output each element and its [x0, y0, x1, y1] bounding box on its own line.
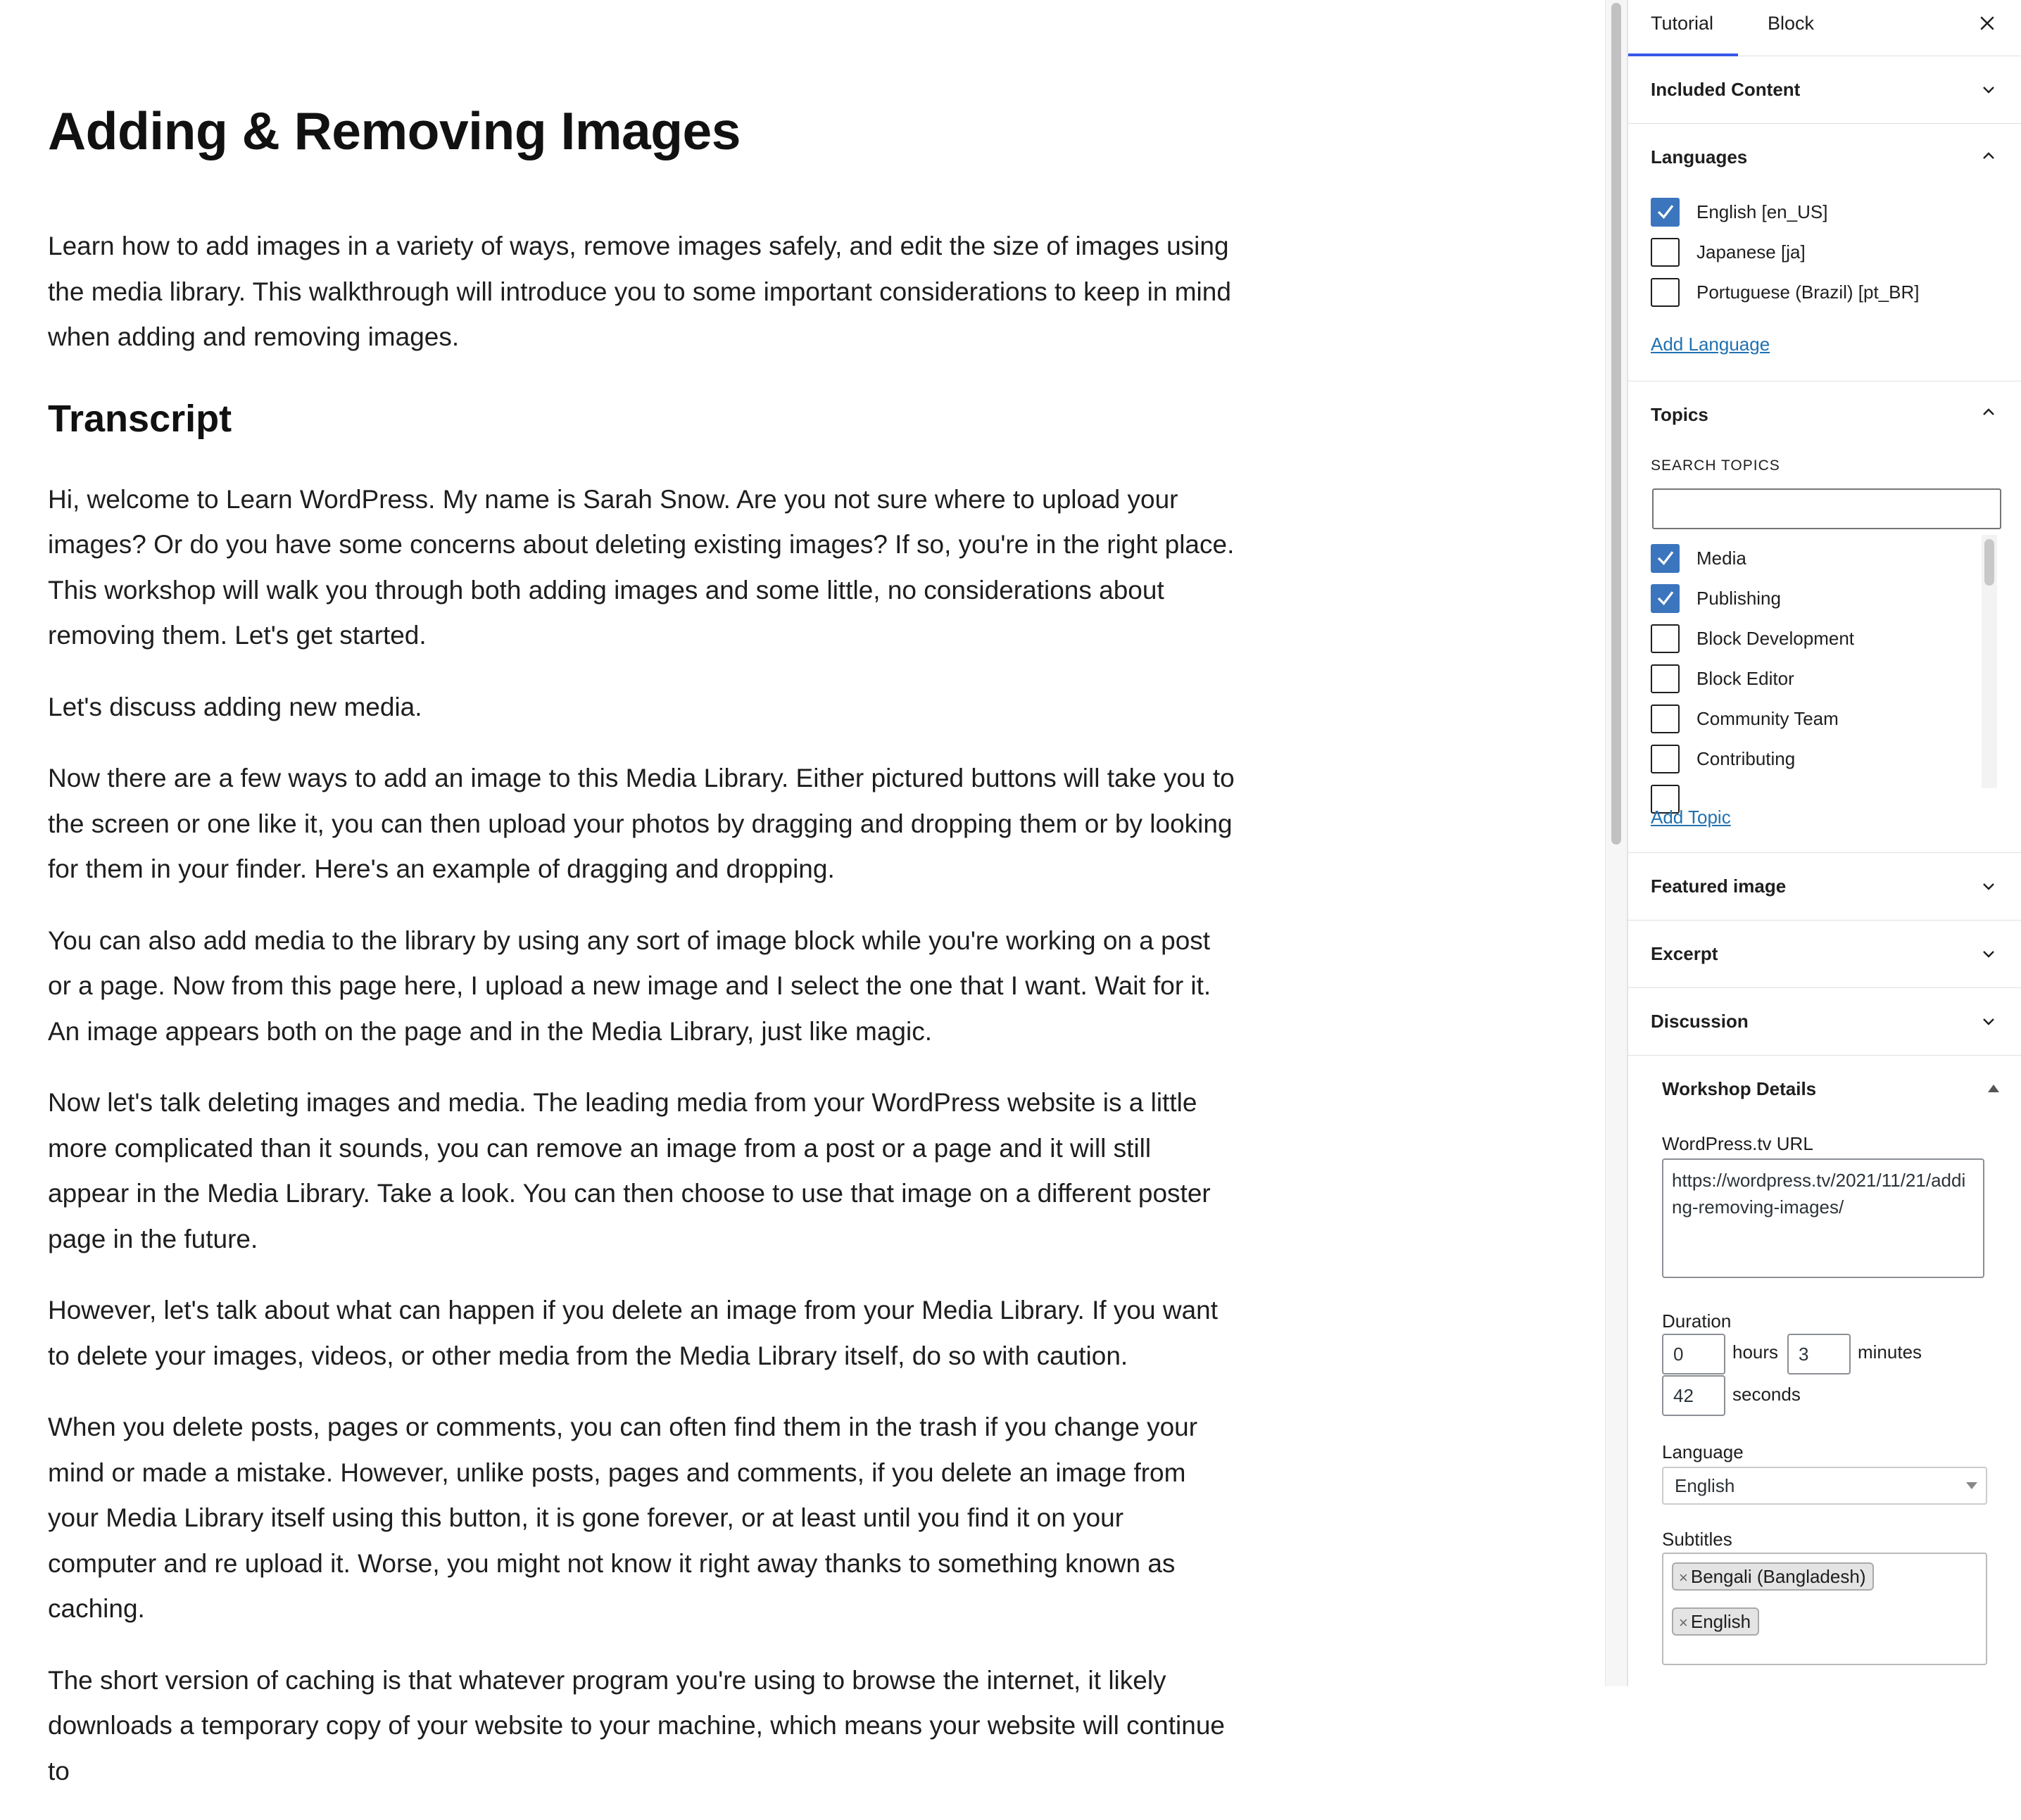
seconds-unit: seconds	[1732, 1384, 1801, 1405]
workshop-details-title[interactable]: Workshop Details	[1662, 1078, 1817, 1099]
topic-option[interactable]	[1651, 664, 1794, 693]
checkbox-label: Block Development	[1696, 627, 1854, 649]
paragraph-block[interactable]: You can also add media to the library by using any sort of image block while you're working on a post or a page. Now from this page here, I upload a new image and I select the one that I want. Wait for it. An image appears both on the page and in the Media Library, just like magic.	[48, 925, 1211, 1046]
checkbox[interactable]	[1651, 544, 1680, 573]
chip-label: English	[1690, 1611, 1751, 1632]
panel-excerpt[interactable]	[1628, 921, 2021, 988]
check-icon	[1655, 201, 1676, 222]
duration-seconds-input[interactable]	[1662, 1375, 1725, 1416]
panel-title: Discussion	[1651, 1011, 1749, 1032]
checkbox-label: English [en_US]	[1696, 201, 1828, 222]
checkbox[interactable]	[1651, 278, 1680, 307]
paragraph-block[interactable]: Now let's talk deleting images and media. The leading media from your WordPress website is a little more complicated than it sounds, you can remove an image from a post or a page and it will still appear in the Media Library. Take a look. You can then choose to use that image on a different poster page in the future.	[48, 1088, 1211, 1253]
topics-scrollbar-thumb[interactable]	[1984, 539, 1994, 586]
caret-down-icon	[1966, 1482, 1977, 1489]
panel-title[interactable]: Topics	[1651, 404, 1708, 425]
triangle-up-icon[interactable]	[1987, 1082, 2001, 1094]
subtitle-chip	[1672, 1562, 1874, 1591]
panel-title: Included Content	[1651, 79, 1801, 100]
topic-option[interactable]	[1651, 583, 1781, 613]
checkbox-label: Community Team	[1696, 707, 1839, 729]
paragraph-block[interactable]: When you delete posts, pages or comments, you can often find them in the trash if you change your mind or made a mistake. However, unlike posts, pages and comments, if you delete an image from your Media Library itself using this button, it is gone forever, or at least until you find it on your computer and re upload it. Worse, you might not know it right away thanks to something known as caching.	[48, 1413, 1198, 1623]
panel-discussion[interactable]	[1628, 988, 2021, 1056]
checkbox[interactable]	[1651, 664, 1680, 693]
tab-block[interactable]: Block	[1768, 13, 1815, 34]
language-label: Language	[1662, 1441, 1744, 1462]
duration-hours-input[interactable]	[1662, 1334, 1725, 1375]
panel-title[interactable]: Languages	[1651, 146, 1748, 168]
checkbox-label: Media	[1696, 547, 1746, 569]
add-language-link[interactable]: Add Language	[1651, 334, 1770, 355]
topics-list	[1628, 535, 2021, 788]
subtitles-multiselect[interactable]	[1662, 1553, 1987, 1665]
checkbox[interactable]	[1651, 198, 1680, 227]
panel-languages	[1628, 124, 2021, 381]
editor-scrollbar[interactable]	[1605, 0, 1627, 1686]
subtitle-chip	[1672, 1607, 1759, 1636]
wordpress-tv-url-field[interactable]	[1662, 1158, 1984, 1278]
check-icon	[1655, 548, 1676, 569]
language-select-value: English	[1675, 1475, 1735, 1496]
chevron-up-icon[interactable]	[1980, 148, 1997, 165]
topic-option[interactable]	[1651, 744, 1795, 773]
language-option[interactable]	[1651, 237, 1806, 267]
checkbox[interactable]	[1651, 238, 1680, 267]
post-content	[48, 99, 1238, 1820]
panel-title: Featured image	[1651, 876, 1787, 897]
search-topics-label: SEARCH TOPICS	[1651, 457, 1780, 474]
panel-featured-image[interactable]	[1628, 853, 2021, 921]
checkbox[interactable]	[1651, 704, 1680, 733]
checkbox-label: Block Editor	[1696, 667, 1794, 689]
checkbox-label: Publishing	[1696, 587, 1781, 609]
checkbox[interactable]	[1651, 624, 1680, 653]
search-topics-input[interactable]	[1652, 488, 2001, 529]
remove-chip-icon[interactable]: ×	[1679, 1569, 1688, 1586]
topic-option[interactable]	[1651, 704, 1839, 733]
paragraph-block[interactable]: Let's discuss adding new media.	[48, 692, 422, 721]
chevron-down-icon	[1980, 82, 1997, 99]
topic-option[interactable]	[1651, 624, 1854, 653]
minutes-unit: minutes	[1858, 1341, 1922, 1363]
sidebar-tabs	[1628, 0, 2020, 56]
check-icon	[1655, 588, 1676, 609]
settings-sidebar	[1627, 0, 2020, 1686]
checkbox-label: Japanese [ja]	[1696, 241, 1806, 263]
chevron-up-icon[interactable]	[1980, 404, 1997, 421]
subtitles-label: Subtitles	[1662, 1529, 1732, 1550]
checkbox[interactable]	[1651, 584, 1680, 613]
paragraph-block[interactable]: Hi, welcome to Learn WordPress. My name is Sarah Snow. Are you not sure where to upload your images? Or do you have some concerns about deleting existing images? If so, you're in the right place. This workshop will walk you through both adding images and some little, no considerations about removing them. Let's get started.	[48, 484, 1235, 650]
close-icon[interactable]	[1977, 13, 1998, 34]
language-option[interactable]	[1651, 277, 1919, 307]
topic-option[interactable]	[1651, 543, 1746, 573]
paragraph-block[interactable]: Learn how to add images in a variety of ways, remove images safely, and edit the size of images using the media library. This walkthrough will introduce you to some important considerations to keep in mind when adding and removing images.	[48, 232, 1231, 351]
wordpress-tv-url-label: WordPress.tv URL	[1662, 1133, 1813, 1154]
tab-tutorial[interactable]: Tutorial	[1628, 0, 1738, 56]
checkbox-label: Portuguese (Brazil) [pt_BR]	[1696, 281, 1920, 303]
panel-included-content[interactable]	[1628, 56, 2021, 124]
chevron-down-icon	[1980, 1013, 1997, 1030]
add-topic-link[interactable]: Add Topic	[1651, 807, 1731, 828]
chip-label: Bengali (Bangladesh)	[1690, 1566, 1866, 1587]
post-title[interactable]: Adding & Removing Images	[48, 101, 741, 160]
paragraph-block[interactable]: However, let's talk about what can happen if you delete an image from your Media Library. If you want to delete your images, videos, or other media from the Media Library itself, do so with caution.	[48, 1296, 1219, 1370]
checkbox-label: Contributing	[1696, 747, 1796, 769]
chevron-down-icon	[1980, 878, 1997, 895]
remove-chip-icon[interactable]: ×	[1679, 1614, 1688, 1631]
duration-label: Duration	[1662, 1310, 1732, 1332]
language-option[interactable]	[1651, 197, 1827, 227]
chevron-down-icon	[1980, 946, 1997, 963]
language-select[interactable]	[1662, 1467, 1987, 1505]
checkbox[interactable]	[1651, 745, 1680, 773]
paragraph-block[interactable]: The short version of caching is that whatever program you're using to browse the internet, it likely downloads a temporary copy of your website to your machine, which means your website will continue to	[48, 1665, 1225, 1786]
hours-unit: hours	[1732, 1341, 1779, 1363]
editor-scrollbar-thumb[interactable]	[1611, 3, 1621, 845]
transcript-heading[interactable]: Transcript	[48, 397, 232, 440]
panel-title: Excerpt	[1651, 943, 1718, 964]
paragraph-block[interactable]: Now there are a few ways to add an image to this Media Library. Either pictured buttons will take you to the screen or one like it, you can then upload your photos by dragging and dropping them or by looking for them in your finder. Here's an example of dragging and dropping.	[48, 764, 1235, 883]
duration-minutes-input[interactable]	[1787, 1334, 1851, 1375]
